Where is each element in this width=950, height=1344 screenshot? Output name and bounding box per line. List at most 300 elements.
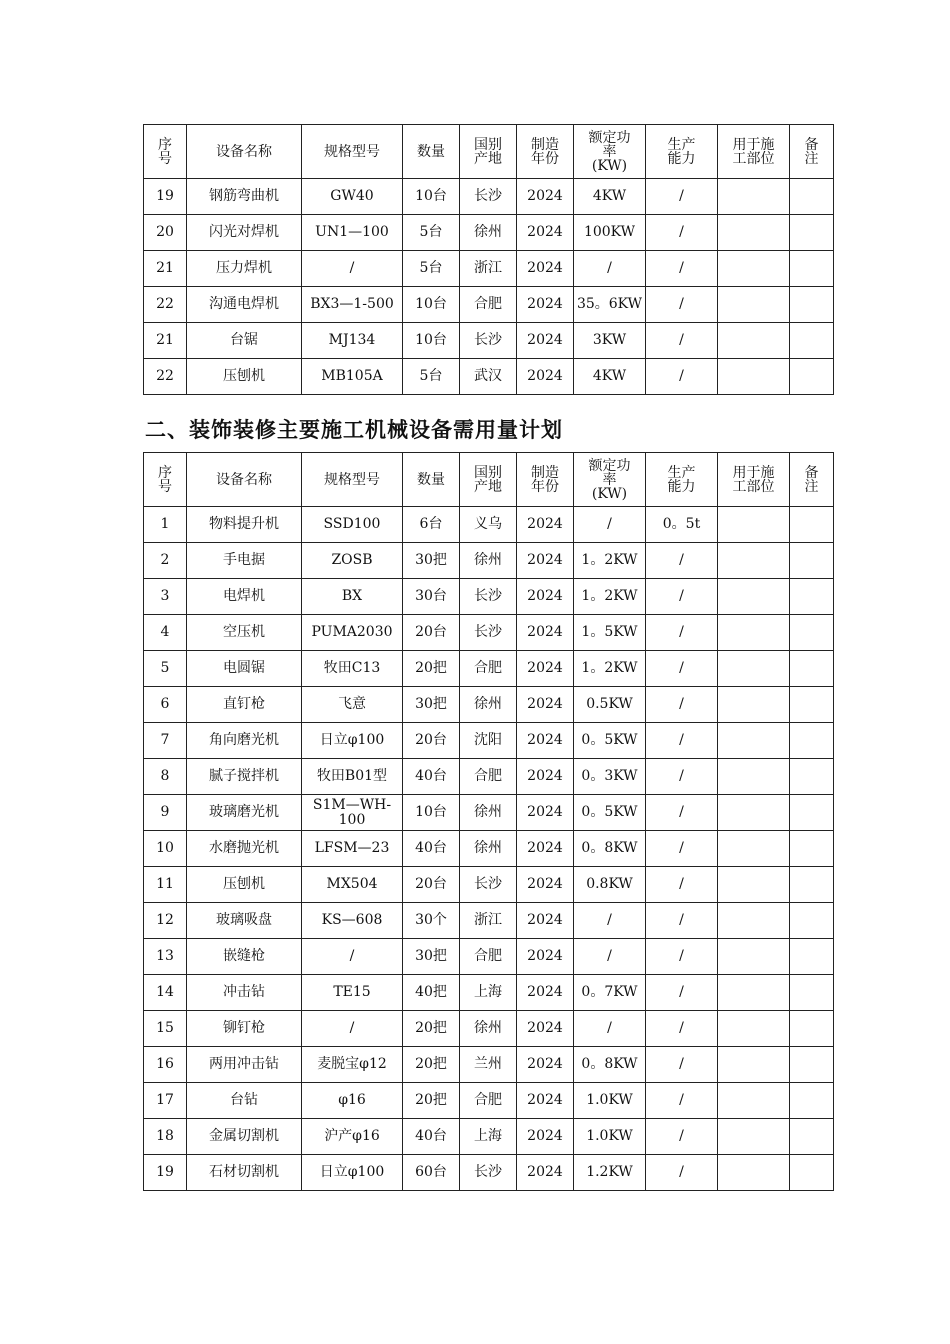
- cell-qty: 30把: [403, 543, 460, 579]
- cell-spec: 麦脱宝φ12: [302, 1047, 403, 1083]
- cell-no: 4: [144, 615, 187, 651]
- cell-usage: [718, 579, 790, 615]
- cell-no: 5: [144, 651, 187, 687]
- cell-name: 冲击钻: [187, 975, 302, 1011]
- cell-no: 3: [144, 579, 187, 615]
- cell-no: 20: [144, 215, 187, 251]
- cell-spec: SSD100: [302, 507, 403, 543]
- table-row: [144, 287, 834, 323]
- cell-qty: 30台: [403, 579, 460, 615]
- cell-qty: 10台: [403, 287, 460, 323]
- cell-origin: 徐州: [460, 687, 517, 723]
- cell-no: 13: [144, 939, 187, 975]
- header-name: 设备名称: [187, 125, 302, 179]
- cell-origin: 合肥: [460, 651, 517, 687]
- cell-year: 2024: [517, 179, 574, 215]
- cell-power: 1.0KW: [574, 1083, 646, 1119]
- cell-remark: [790, 867, 834, 903]
- cell-name: 电圆锯: [187, 651, 302, 687]
- cell-power: 0。5KW: [574, 795, 646, 831]
- cell-name: 台钻: [187, 1083, 302, 1119]
- cell-capacity: /: [646, 1011, 718, 1047]
- cell-remark: [790, 723, 834, 759]
- cell-name: 铆钉枪: [187, 1011, 302, 1047]
- header-power: 额定功 率 (KW): [574, 453, 646, 507]
- cell-qty: 20台: [403, 867, 460, 903]
- cell-usage: [718, 939, 790, 975]
- section-title: 二、装饰装修主要施工机械设备需用量计划: [145, 418, 563, 442]
- cell-remark: [790, 759, 834, 795]
- table-body: [144, 507, 834, 1191]
- cell-no: 19: [144, 1155, 187, 1191]
- cell-spec: PUMA2030: [302, 615, 403, 651]
- cell-name: 空压机: [187, 615, 302, 651]
- header-power: 额定功 率 (KW): [574, 125, 646, 179]
- cell-remark: [790, 323, 834, 359]
- cell-no: 11: [144, 867, 187, 903]
- cell-capacity: /: [646, 359, 718, 395]
- cell-qty: 5台: [403, 359, 460, 395]
- cell-spec: 沪产φ16: [302, 1119, 403, 1155]
- cell-origin: 徐州: [460, 795, 517, 831]
- cell-capacity: /: [646, 1047, 718, 1083]
- cell-year: 2024: [517, 723, 574, 759]
- cell-spec: φ16: [302, 1083, 403, 1119]
- cell-qty: 6台: [403, 507, 460, 543]
- cell-year: 2024: [517, 687, 574, 723]
- cell-qty: 10台: [403, 179, 460, 215]
- cell-name: 手电据: [187, 543, 302, 579]
- cell-usage: [718, 975, 790, 1011]
- table-row: [144, 795, 834, 831]
- table-row: [144, 651, 834, 687]
- cell-year: 2024: [517, 903, 574, 939]
- cell-origin: 武汉: [460, 359, 517, 395]
- cell-spec: MX504: [302, 867, 403, 903]
- cell-year: 2024: [517, 287, 574, 323]
- table-row: [144, 179, 834, 215]
- table-row: [144, 615, 834, 651]
- header-usage: 用于施 工部位: [718, 125, 790, 179]
- cell-name: 沟通电焊机: [187, 287, 302, 323]
- cell-power: 1。5KW: [574, 615, 646, 651]
- header-usage: 用于施 工部位: [718, 453, 790, 507]
- table-row: [144, 543, 834, 579]
- cell-qty: 40台: [403, 831, 460, 867]
- header-remark: 备 注: [790, 125, 834, 179]
- cell-remark: [790, 831, 834, 867]
- cell-capacity: /: [646, 867, 718, 903]
- cell-capacity: /: [646, 795, 718, 831]
- table-row: [144, 359, 834, 395]
- cell-name: 直钉枪: [187, 687, 302, 723]
- cell-remark: [790, 795, 834, 831]
- cell-year: 2024: [517, 975, 574, 1011]
- cell-name: 嵌缝枪: [187, 939, 302, 975]
- cell-spec: S1M—WH-100: [302, 795, 403, 831]
- cell-no: 10: [144, 831, 187, 867]
- table-row: [144, 579, 834, 615]
- table-row: [144, 215, 834, 251]
- cell-name: 压力焊机: [187, 251, 302, 287]
- cell-usage: [718, 323, 790, 359]
- cell-usage: [718, 903, 790, 939]
- cell-capacity: /: [646, 975, 718, 1011]
- cell-qty: 20把: [403, 1011, 460, 1047]
- cell-capacity: /: [646, 179, 718, 215]
- cell-capacity: /: [646, 579, 718, 615]
- cell-power: 35。6KW: [574, 287, 646, 323]
- cell-qty: 20把: [403, 1083, 460, 1119]
- cell-power: 100KW: [574, 215, 646, 251]
- cell-spec: GW40: [302, 179, 403, 215]
- cell-capacity: /: [646, 323, 718, 359]
- cell-remark: [790, 615, 834, 651]
- header-year: 制造 年份: [517, 125, 574, 179]
- header-origin: 国别 产地: [460, 453, 517, 507]
- cell-capacity: 0。5t: [646, 507, 718, 543]
- cell-qty: 30把: [403, 687, 460, 723]
- cell-remark: [790, 651, 834, 687]
- header-spec: 规格型号: [302, 453, 403, 507]
- cell-qty: 5台: [403, 215, 460, 251]
- cell-power: 4KW: [574, 179, 646, 215]
- cell-year: 2024: [517, 543, 574, 579]
- cell-remark: [790, 975, 834, 1011]
- cell-capacity: /: [646, 1119, 718, 1155]
- cell-spec: KS—608: [302, 903, 403, 939]
- cell-power: 0。7KW: [574, 975, 646, 1011]
- cell-capacity: /: [646, 615, 718, 651]
- table-row: [144, 723, 834, 759]
- cell-power: /: [574, 251, 646, 287]
- cell-qty: 60台: [403, 1155, 460, 1191]
- cell-usage: [718, 359, 790, 395]
- cell-usage: [718, 759, 790, 795]
- cell-remark: [790, 359, 834, 395]
- cell-no: 8: [144, 759, 187, 795]
- cell-origin: 浙江: [460, 903, 517, 939]
- cell-power: 1。2KW: [574, 651, 646, 687]
- cell-capacity: /: [646, 251, 718, 287]
- cell-power: 0.8KW: [574, 867, 646, 903]
- cell-usage: [718, 615, 790, 651]
- cell-capacity: /: [646, 215, 718, 251]
- cell-spec: BX3—1-500: [302, 287, 403, 323]
- cell-no: 18: [144, 1119, 187, 1155]
- cell-qty: 40把: [403, 975, 460, 1011]
- cell-usage: [718, 1011, 790, 1047]
- cell-qty: 20把: [403, 1047, 460, 1083]
- cell-origin: 沈阳: [460, 723, 517, 759]
- cell-remark: [790, 1011, 834, 1047]
- cell-name: 玻璃吸盘: [187, 903, 302, 939]
- cell-origin: 长沙: [460, 615, 517, 651]
- cell-usage: [718, 867, 790, 903]
- cell-spec: BX: [302, 579, 403, 615]
- cell-power: 0。5KW: [574, 723, 646, 759]
- cell-name: 压刨机: [187, 867, 302, 903]
- cell-no: 7: [144, 723, 187, 759]
- cell-power: 0。8KW: [574, 1047, 646, 1083]
- cell-power: 0.5KW: [574, 687, 646, 723]
- cell-spec: 牧田C13: [302, 651, 403, 687]
- cell-origin: 徐州: [460, 1011, 517, 1047]
- cell-capacity: /: [646, 651, 718, 687]
- header-capacity: 生产 能力: [646, 453, 718, 507]
- cell-power: /: [574, 507, 646, 543]
- header-no: 序 号: [144, 453, 187, 507]
- cell-remark: [790, 939, 834, 975]
- table-row: [144, 867, 834, 903]
- cell-qty: 20台: [403, 615, 460, 651]
- cell-no: 15: [144, 1011, 187, 1047]
- cell-name: 钢筋弯曲机: [187, 179, 302, 215]
- cell-usage: [718, 179, 790, 215]
- cell-power: /: [574, 939, 646, 975]
- cell-year: 2024: [517, 359, 574, 395]
- cell-qty: 40台: [403, 1119, 460, 1155]
- cell-power: 1。2KW: [574, 543, 646, 579]
- table-row: [144, 1155, 834, 1191]
- cell-name: 角向磨光机: [187, 723, 302, 759]
- cell-capacity: /: [646, 1155, 718, 1191]
- table-row: [144, 687, 834, 723]
- cell-origin: 长沙: [460, 179, 517, 215]
- cell-power: 1。2KW: [574, 579, 646, 615]
- cell-no: 19: [144, 179, 187, 215]
- header-remark: 备 注: [790, 453, 834, 507]
- cell-name: 玻璃磨光机: [187, 795, 302, 831]
- cell-year: 2024: [517, 651, 574, 687]
- cell-year: 2024: [517, 615, 574, 651]
- cell-remark: [790, 215, 834, 251]
- cell-remark: [790, 1047, 834, 1083]
- cell-qty: 5台: [403, 251, 460, 287]
- cell-no: 12: [144, 903, 187, 939]
- cell-origin: 长沙: [460, 579, 517, 615]
- cell-power: 3KW: [574, 323, 646, 359]
- cell-year: 2024: [517, 1047, 574, 1083]
- cell-name: 两用冲击钻: [187, 1047, 302, 1083]
- cell-name: 水磨抛光机: [187, 831, 302, 867]
- cell-spec: MB105A: [302, 359, 403, 395]
- cell-no: 17: [144, 1083, 187, 1119]
- cell-year: 2024: [517, 1155, 574, 1191]
- cell-name: 金属切割机: [187, 1119, 302, 1155]
- cell-remark: [790, 251, 834, 287]
- cell-capacity: /: [646, 287, 718, 323]
- cell-usage: [718, 723, 790, 759]
- cell-name: 腻子搅拌机: [187, 759, 302, 795]
- cell-year: 2024: [517, 795, 574, 831]
- cell-no: 22: [144, 287, 187, 323]
- cell-spec: ZOSB: [302, 543, 403, 579]
- cell-origin: 合肥: [460, 939, 517, 975]
- table-header-row: [144, 125, 834, 179]
- cell-usage: [718, 1083, 790, 1119]
- table-row: [144, 759, 834, 795]
- table-row: [144, 507, 834, 543]
- cell-origin: 徐州: [460, 543, 517, 579]
- cell-capacity: /: [646, 939, 718, 975]
- cell-remark: [790, 507, 834, 543]
- cell-capacity: /: [646, 1083, 718, 1119]
- cell-usage: [718, 287, 790, 323]
- cell-remark: [790, 903, 834, 939]
- cell-qty: 30把: [403, 939, 460, 975]
- cell-year: 2024: [517, 323, 574, 359]
- cell-usage: [718, 251, 790, 287]
- cell-qty: 10台: [403, 795, 460, 831]
- cell-origin: 徐州: [460, 831, 517, 867]
- table-row: [144, 903, 834, 939]
- table-row: [144, 939, 834, 975]
- table-row: [144, 975, 834, 1011]
- header-year: 制造 年份: [517, 453, 574, 507]
- cell-spec: /: [302, 939, 403, 975]
- cell-usage: [718, 1119, 790, 1155]
- cell-spec: 牧田B01型: [302, 759, 403, 795]
- cell-origin: 长沙: [460, 323, 517, 359]
- cell-no: 6: [144, 687, 187, 723]
- cell-year: 2024: [517, 507, 574, 543]
- cell-remark: [790, 1119, 834, 1155]
- cell-usage: [718, 1155, 790, 1191]
- cell-year: 2024: [517, 759, 574, 795]
- cell-no: 14: [144, 975, 187, 1011]
- cell-power: 4KW: [574, 359, 646, 395]
- cell-year: 2024: [517, 939, 574, 975]
- cell-year: 2024: [517, 1083, 574, 1119]
- cell-origin: 长沙: [460, 1155, 517, 1191]
- cell-qty: 40台: [403, 759, 460, 795]
- cell-spec: 日立φ100: [302, 723, 403, 759]
- table-row: [144, 323, 834, 359]
- cell-spec: TE15: [302, 975, 403, 1011]
- cell-qty: 30个: [403, 903, 460, 939]
- table-row: [144, 1047, 834, 1083]
- cell-no: 1: [144, 507, 187, 543]
- header-name: 设备名称: [187, 453, 302, 507]
- cell-remark: [790, 1083, 834, 1119]
- cell-power: 0。8KW: [574, 831, 646, 867]
- cell-usage: [718, 687, 790, 723]
- cell-usage: [718, 1047, 790, 1083]
- cell-power: 0。3KW: [574, 759, 646, 795]
- table-header-row: [144, 453, 834, 507]
- cell-origin: 上海: [460, 975, 517, 1011]
- cell-spec: UN1—100: [302, 215, 403, 251]
- table-body: [144, 179, 834, 395]
- cell-year: 2024: [517, 831, 574, 867]
- cell-usage: [718, 507, 790, 543]
- cell-origin: 上海: [460, 1119, 517, 1155]
- cell-usage: [718, 795, 790, 831]
- header-capacity: 生产 能力: [646, 125, 718, 179]
- cell-year: 2024: [517, 579, 574, 615]
- cell-no: 22: [144, 359, 187, 395]
- cell-origin: 合肥: [460, 759, 517, 795]
- cell-name: 闪光对焊机: [187, 215, 302, 251]
- cell-capacity: /: [646, 831, 718, 867]
- cell-no: 21: [144, 323, 187, 359]
- cell-origin: 合肥: [460, 1083, 517, 1119]
- cell-name: 台锯: [187, 323, 302, 359]
- cell-no: 9: [144, 795, 187, 831]
- cell-remark: [790, 579, 834, 615]
- cell-capacity: /: [646, 543, 718, 579]
- cell-remark: [790, 179, 834, 215]
- cell-year: 2024: [517, 867, 574, 903]
- cell-year: 2024: [517, 215, 574, 251]
- cell-origin: 长沙: [460, 867, 517, 903]
- cell-power: /: [574, 1011, 646, 1047]
- cell-origin: 浙江: [460, 251, 517, 287]
- cell-remark: [790, 687, 834, 723]
- cell-capacity: /: [646, 723, 718, 759]
- header-qty: 数量: [403, 453, 460, 507]
- equipment-table-1: [143, 124, 834, 395]
- header-no: 序 号: [144, 125, 187, 179]
- cell-no: 21: [144, 251, 187, 287]
- cell-usage: [718, 543, 790, 579]
- cell-name: 压刨机: [187, 359, 302, 395]
- cell-origin: 义乌: [460, 507, 517, 543]
- cell-qty: 10台: [403, 323, 460, 359]
- cell-spec: /: [302, 251, 403, 287]
- header-qty: 数量: [403, 125, 460, 179]
- cell-remark: [790, 543, 834, 579]
- header-origin: 国别 产地: [460, 125, 517, 179]
- table-row: [144, 1119, 834, 1155]
- cell-qty: 20把: [403, 651, 460, 687]
- cell-power: 1.0KW: [574, 1119, 646, 1155]
- cell-capacity: /: [646, 687, 718, 723]
- table-row: [144, 251, 834, 287]
- cell-capacity: /: [646, 759, 718, 795]
- cell-year: 2024: [517, 1011, 574, 1047]
- table-row: [144, 1011, 834, 1047]
- cell-name: 物料提升机: [187, 507, 302, 543]
- table-row: [144, 831, 834, 867]
- cell-spec: LFSM—23: [302, 831, 403, 867]
- cell-capacity: /: [646, 903, 718, 939]
- cell-no: 16: [144, 1047, 187, 1083]
- equipment-table-2: [143, 452, 834, 1191]
- cell-power: 1.2KW: [574, 1155, 646, 1191]
- cell-spec: /: [302, 1011, 403, 1047]
- table-row: [144, 1083, 834, 1119]
- cell-qty: 20台: [403, 723, 460, 759]
- cell-year: 2024: [517, 251, 574, 287]
- cell-origin: 合肥: [460, 287, 517, 323]
- cell-spec: MJ134: [302, 323, 403, 359]
- cell-year: 2024: [517, 1119, 574, 1155]
- cell-usage: [718, 831, 790, 867]
- cell-remark: [790, 1155, 834, 1191]
- cell-name: 电焊机: [187, 579, 302, 615]
- cell-origin: 徐州: [460, 215, 517, 251]
- cell-remark: [790, 287, 834, 323]
- header-spec: 规格型号: [302, 125, 403, 179]
- cell-origin: 兰州: [460, 1047, 517, 1083]
- cell-spec: 飞意: [302, 687, 403, 723]
- cell-power: /: [574, 903, 646, 939]
- cell-spec: 日立φ100: [302, 1155, 403, 1191]
- cell-name: 石材切割机: [187, 1155, 302, 1191]
- cell-usage: [718, 651, 790, 687]
